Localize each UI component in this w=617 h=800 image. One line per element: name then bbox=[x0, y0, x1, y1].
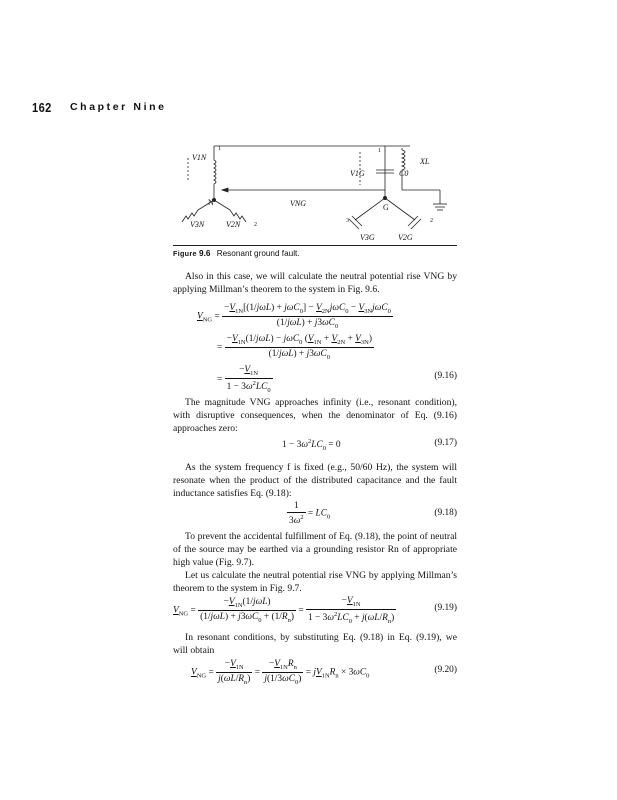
paragraph-2: The magnitude VNG approaches infinity (i.e., resonant condition), with disruptive consequences, when the denominator of Eq. (9.16) approaches zero: bbox=[173, 397, 457, 435]
equation-9-19: $V_{NG}$ = $\frac{-V_{1N}(1/j\omega L)}{(1/j\omega L) + j3\omega C_0 + (1/R_n)}$ = $\frac{-V_{1N}}{1 - 3\omega^2LC_0 + j(\omega L/R_n)}$ bbox=[173, 596, 395, 625]
equation-number-9-19: (9.19) bbox=[434, 603, 457, 613]
equation-9-18: $\frac{1}{3\omega^2}$ = $LC_0$ bbox=[289, 501, 331, 527]
caption-text: Resonant ground fault. bbox=[216, 249, 300, 258]
label-phase-2-right: 2 bbox=[430, 218, 433, 224]
paragraph-4: To prevent the accidental fulfillment of Eq. (9.18), the point of neutral of the source may be earthed via a grounding resistor Rn of appropriate high value (Fig. 9.7). bbox=[173, 531, 457, 569]
label-v2n: V2N bbox=[226, 220, 241, 229]
page-number: 162 bbox=[32, 100, 52, 115]
caption-number: 9.6 bbox=[199, 249, 211, 258]
label-v2g: V2G bbox=[398, 233, 413, 242]
caption-label: Figure bbox=[173, 249, 197, 258]
label-n: N bbox=[208, 198, 214, 207]
label-v1g: V1G bbox=[350, 169, 365, 178]
paragraph-5: Let us calculate the neutral potential rise VNG by applying Millman’s theorem to the system in Fig. 9.7. bbox=[173, 570, 457, 595]
equation-9-17: $1 - 3\omega^2LC_0 = 0$ bbox=[282, 438, 341, 452]
label-v3g: V3G bbox=[360, 233, 375, 242]
circuit-diagram bbox=[170, 140, 470, 244]
equation-number-9-17: (9.17) bbox=[434, 438, 457, 448]
label-phase-2-left: 2 bbox=[254, 222, 257, 228]
label-phase-3: 3 bbox=[346, 218, 349, 224]
label-v3n: V3N bbox=[190, 220, 205, 229]
label-g: G bbox=[383, 203, 389, 212]
label-phase-1-left: 1 bbox=[218, 146, 221, 152]
equation-9-20: $V_{NG}$ = $\frac{-V_{1N}}{j(\omega L/R_n)}$ = $\frac{-V_{1N}R_n}{j(1/3\omega C_0)}$ = $jV_{1N}R_n \times 3\omega C_0$ bbox=[191, 659, 370, 686]
equation-number-9-18: (9.18) bbox=[434, 508, 457, 518]
label-xl: XL bbox=[420, 157, 430, 166]
chapter-title: Chapter Nine bbox=[70, 101, 167, 113]
label-vng: VNG bbox=[290, 199, 306, 208]
equation-number-9-20: (9.20) bbox=[434, 665, 457, 675]
equation-9-16-line-2: = $\frac{-V_{1N}(1/j\omega L) - j\omega C_0 (V_{1N} + V_{2N} + V_{3N})}{(1/j\omega L) + j3\omega C_0}$ bbox=[217, 334, 372, 361]
equation-number-9-16: (9.16) bbox=[434, 371, 457, 381]
equation-9-16-line-1: $V_{NG}$ = $\frac{-V_{1N}[(1/j\omega L) + j\omega C_0] - V_{2N}j\omega C_0 - V_{3N}j\omega C_0}{(1/j\omega L) + j3\omega C_0}$ bbox=[197, 303, 391, 330]
equation-9-16-line-3: = $\frac{-V_{1N}}{1 - 3\omega^2LC_0}$ bbox=[217, 365, 271, 394]
label-c0: C0 bbox=[399, 169, 409, 178]
paragraph-6: In resonant conditions, by substituting Eq. (9.18) in Eq. (9.19), we will obtain bbox=[173, 632, 457, 657]
paragraph-1: Also in this case, we will calculate the neutral potential rise VNG by applying Millman’s theorem to the system in Fig. 9.6. bbox=[173, 271, 457, 296]
caption-rule bbox=[173, 245, 457, 246]
paragraph-3: As the system frequency f is fixed (e.g., 50/60 Hz), the system will resonate when the product of the distributed capacitance and the fault inductance satisfies Eq. (9.18): bbox=[173, 462, 457, 500]
label-phase-1-right: 1 bbox=[378, 148, 381, 154]
label-v1n: V1N bbox=[192, 153, 207, 162]
figure-caption bbox=[173, 249, 300, 258]
